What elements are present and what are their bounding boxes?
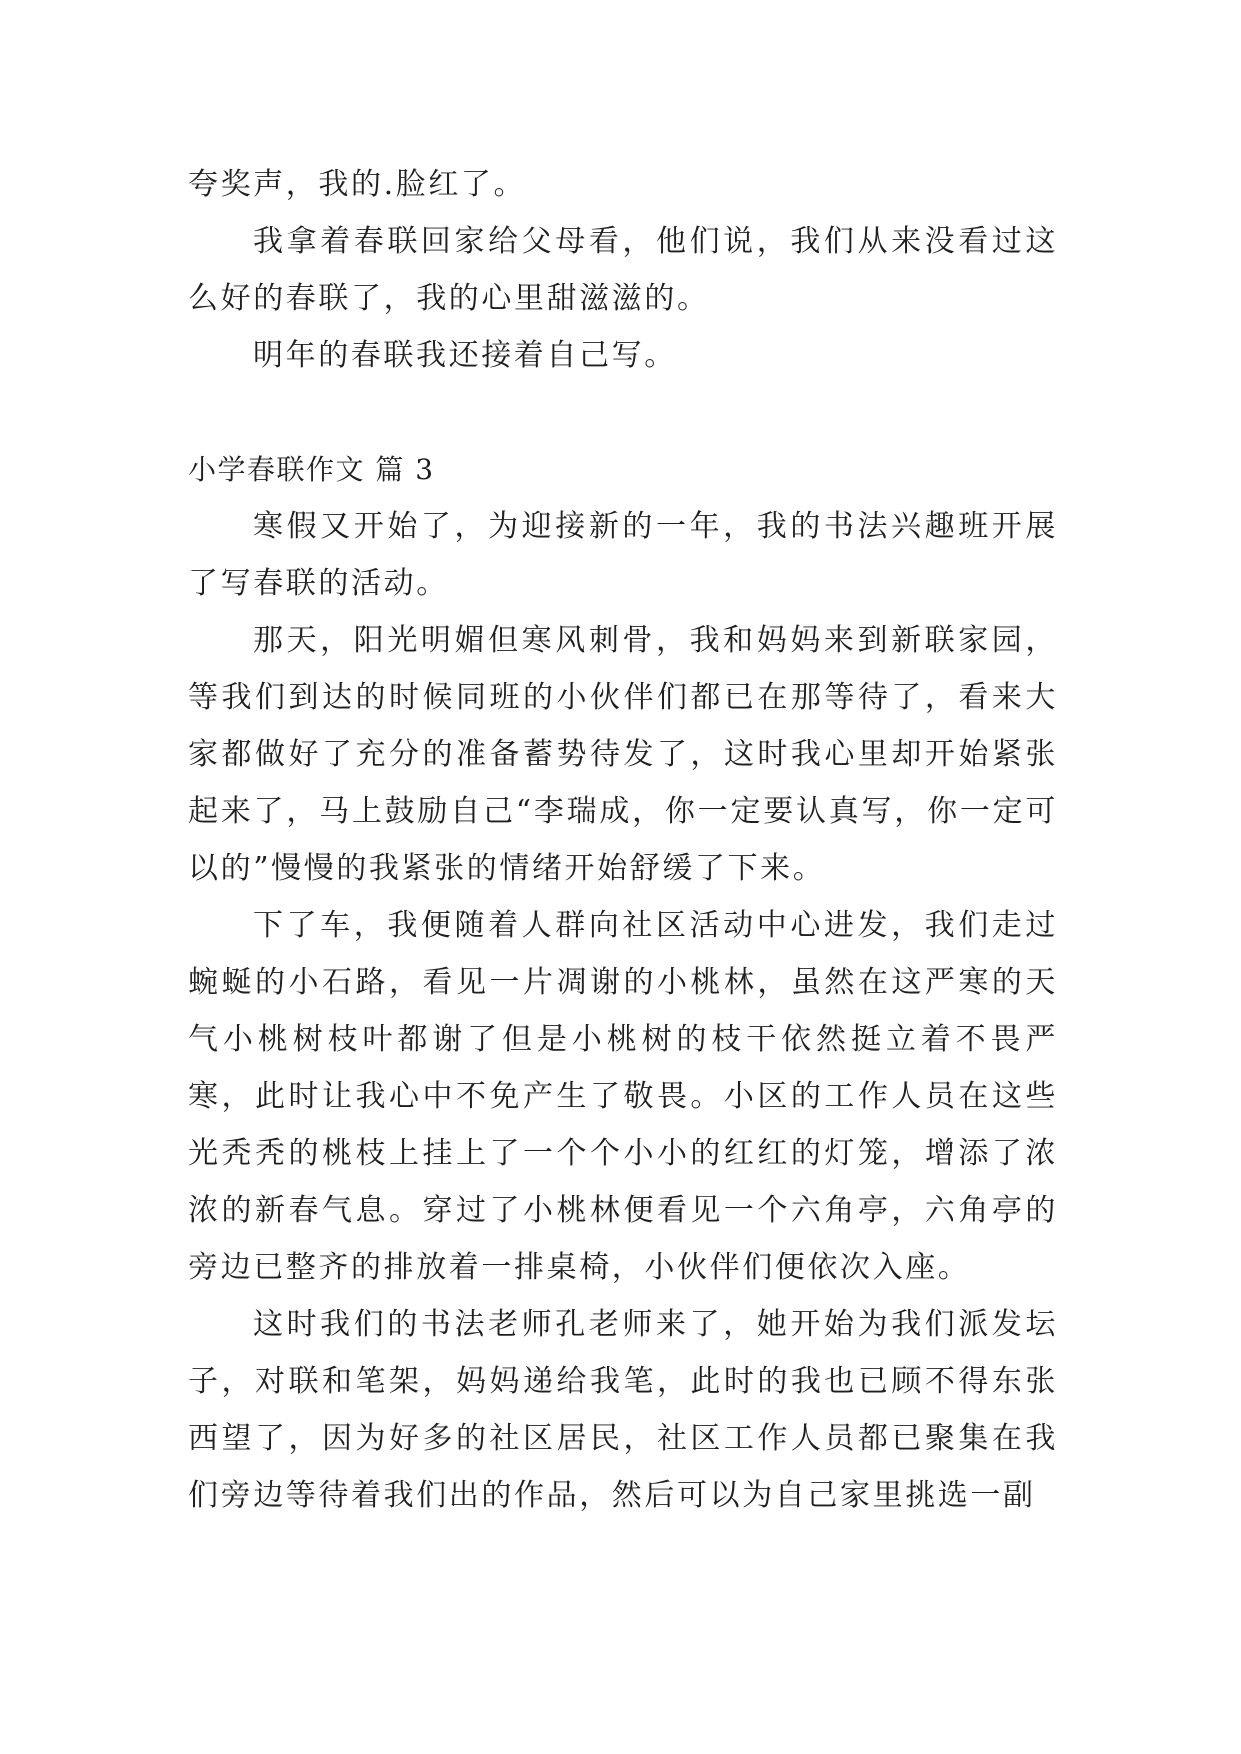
paragraph-next-year: 明年的春联我还接着自己写。	[253, 338, 677, 373]
section-title: 小学春联作文 篇 3	[188, 453, 435, 486]
paragraph-continued: 夸奖声，我的.脸红了。	[188, 167, 527, 202]
paragraph-peach-grove: 下了车，我便随着人群向社区活动中心进发，我们走过蜿蜒的小石路，看见一片凋谢的小桃林，虽然在这严寒的天气小桃树枝叶都谢了但是小桃树的枝干依然挺立着不畏严寒，此时让我心中不免产生了敬畏。小区的工作人员在这些光秃秃的桃枝上挂上了一个个小小的红红的灯笼，增添了浓浓的新春气息。穿过了小桃林便看见一个六角亭，六角亭的旁边已整齐的排放着一排桌椅，小伙伴们便依次入座。	[188, 908, 1058, 1285]
paragraph-that-day: 那天，阳光明媚但寒风刺骨，我和妈妈来到新联家园，等我们到达的时候同班的小伙伴们都已在那等待了，看来大家都做好了充分的准备蓄势待发了，这时我心里却开始紧张起来了，马上鼓励自己“李瑞成，你一定要认真写，你一定可以的”慢慢的我紧张的情绪开始舒缓了下来。	[188, 623, 1058, 886]
document-body	[188, 156, 1058, 1524]
paragraph-parents-praise: 我拿着春联回家给父母看，他们说，我们从来没看过这么好的春联了，我的心里甜滋滋的。	[188, 224, 1058, 316]
paragraph-winter-break: 寒假又开始了，为迎接新的一年，我的书法兴趣班开展了写春联的活动。	[188, 509, 1058, 601]
paragraph-teacher: 这时我们的书法老师孔老师来了，她开始为我们派发坛子，对联和笔架，妈妈递给我笔，此时的我也已顾不得东张西望了，因为好多的社区居民，社区工作人员都已聚集在我们旁边等待着我们出的作品，然后可以为自己家里挑选一副	[188, 1307, 1058, 1513]
section-spacer	[188, 384, 1058, 441]
